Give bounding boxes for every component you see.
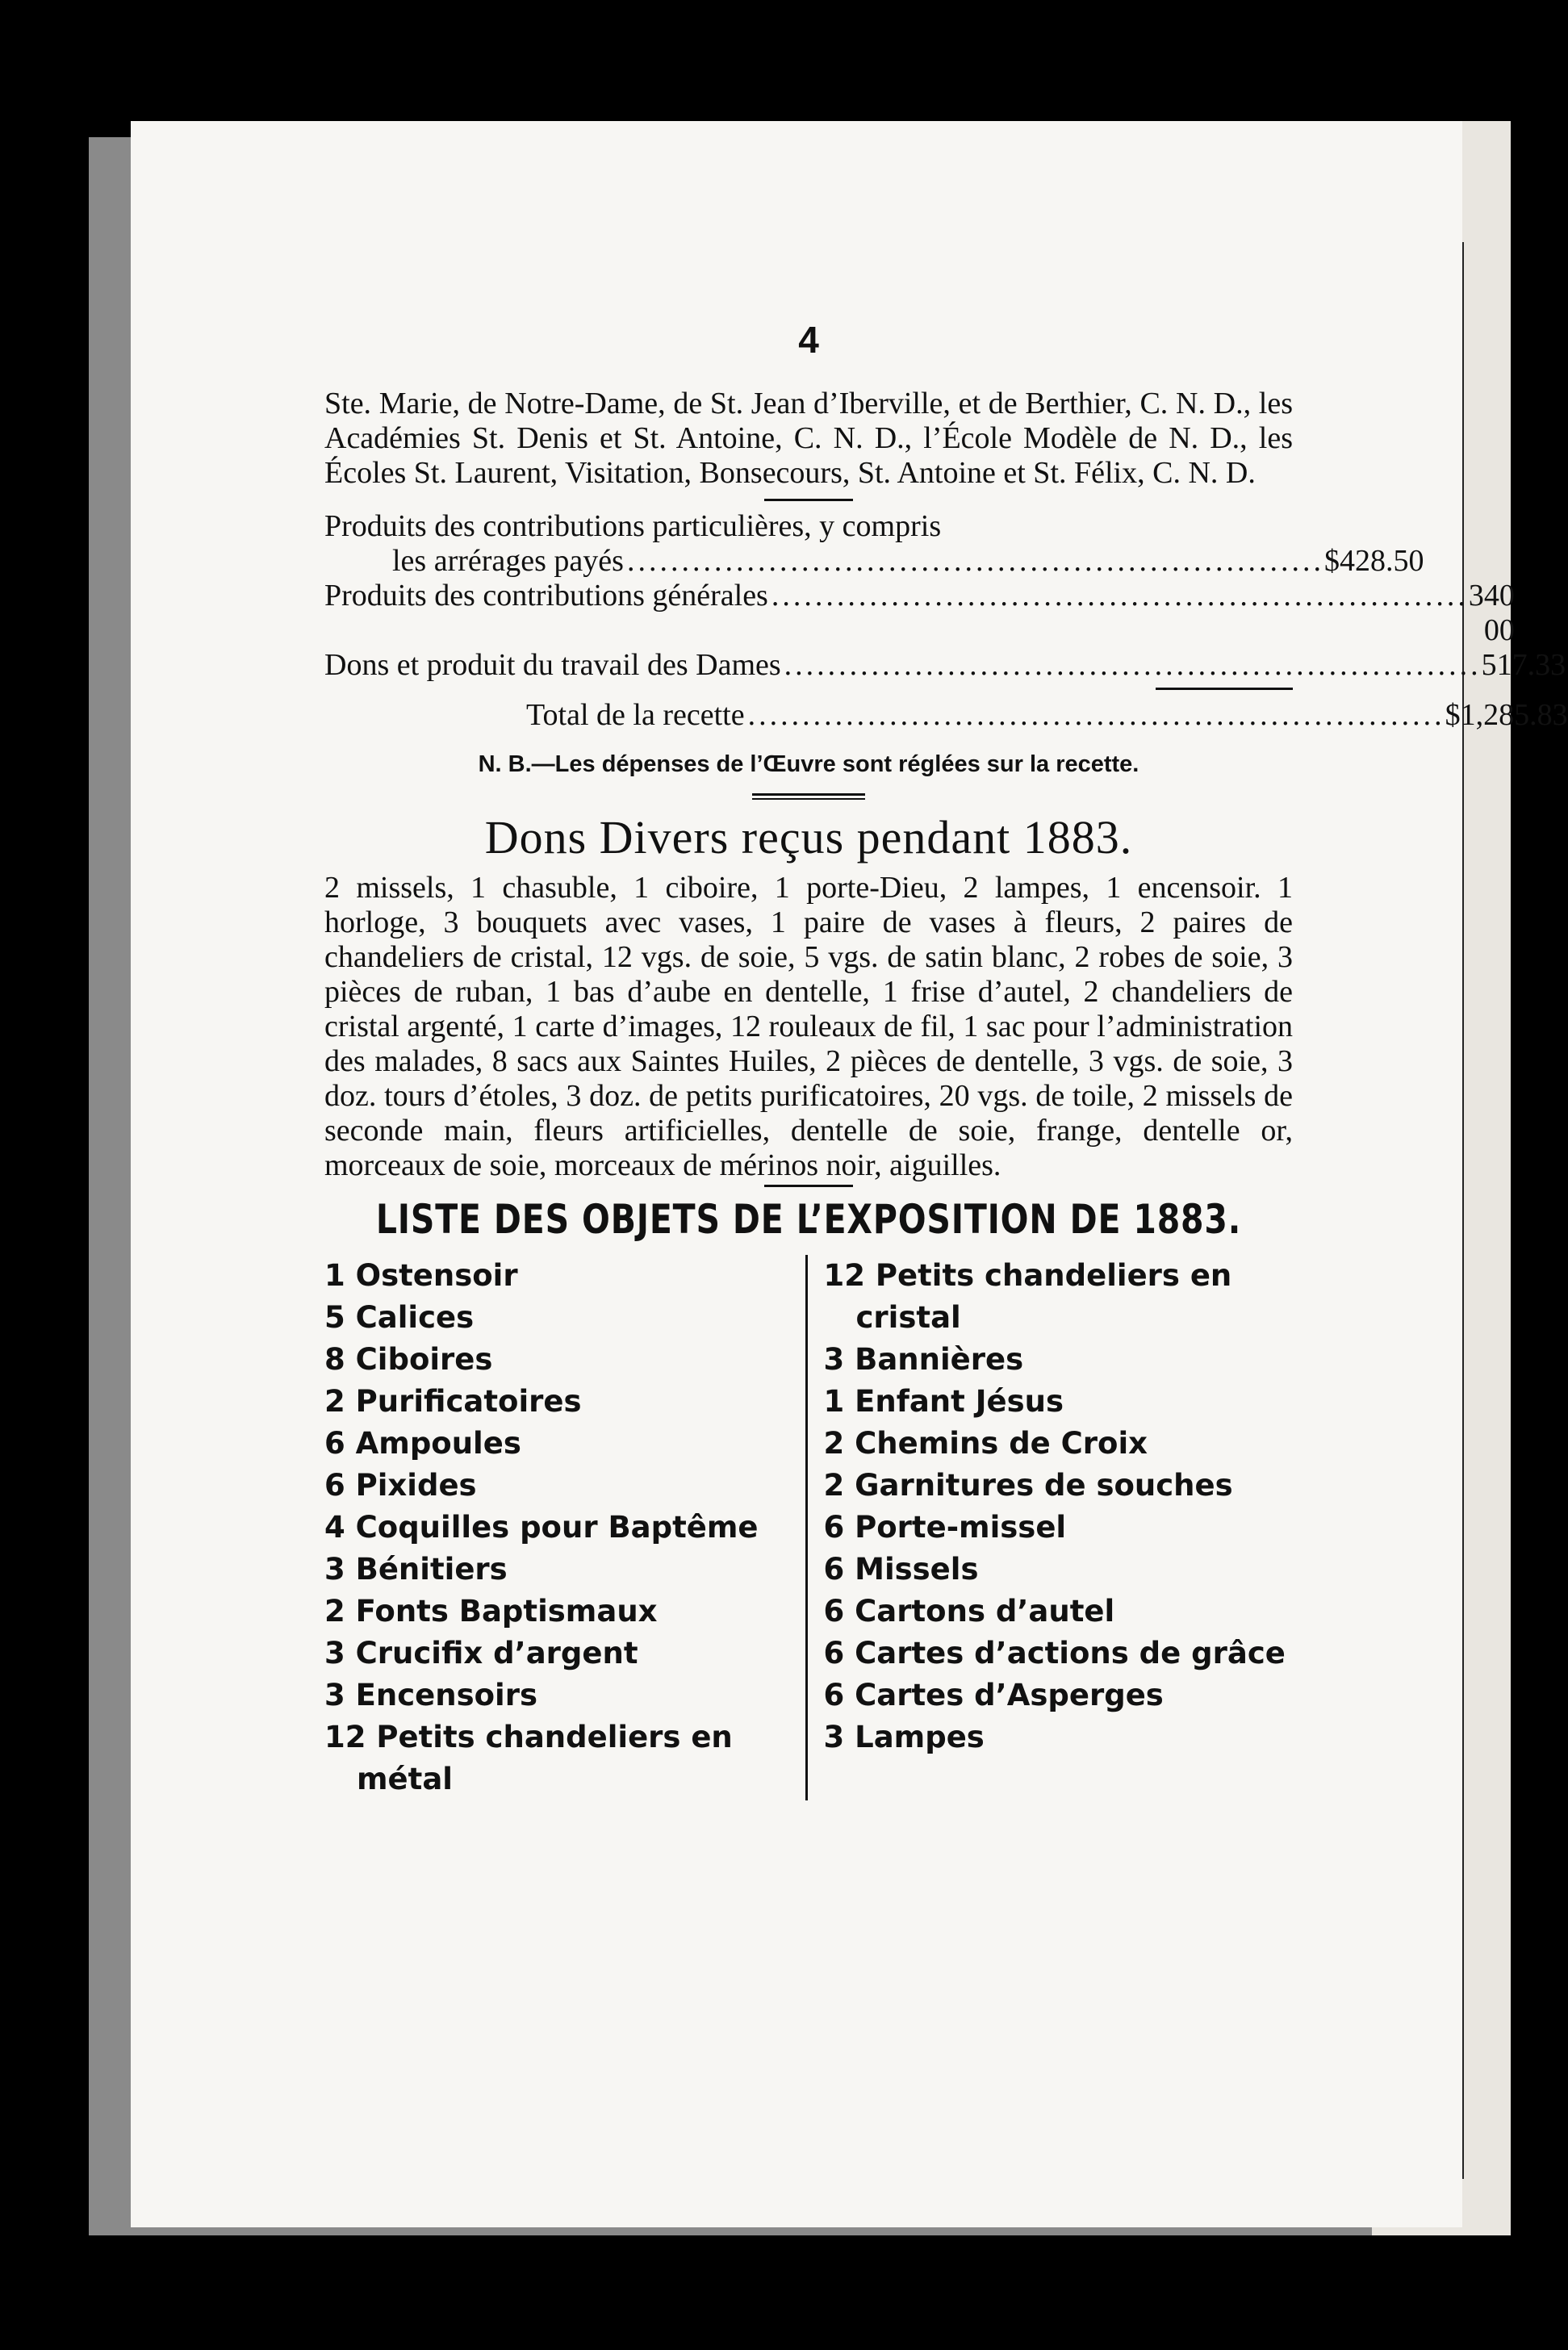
receipt-amount: 340 00	[1468, 579, 1515, 647]
note: N. B.—Les dépenses de l’Œuvre sont réglées sur la recette.	[478, 751, 1139, 777]
list-item: 6 Cartons d’autel	[823, 1594, 1115, 1629]
dons-heading: Dons Divers reçus pendant 1883.	[484, 811, 1133, 863]
list-item: 1 Ostensoir	[324, 1258, 518, 1293]
exposition-list-right	[808, 1255, 1294, 1800]
list-item: 8 Ciboires	[324, 1342, 493, 1377]
liste-heading: LISTE DES OBJETS DE L’EXPOSITION DE 1883.	[375, 1196, 1242, 1243]
list-item: 5 Calices	[324, 1300, 475, 1335]
list-item: 6 Porte-missel	[823, 1510, 1067, 1545]
receipt-row	[324, 579, 1515, 648]
list-item: 1 Enfant Jésus	[823, 1384, 1064, 1419]
list-item: 12 Petits chandeliers en métal	[324, 1720, 733, 1796]
receipt-row	[324, 544, 1424, 579]
total-amount: $1,285.83	[1445, 698, 1568, 732]
receipt-label: Produits des contributions particulières, y compris	[324, 509, 942, 543]
total-row	[324, 698, 1568, 733]
list-item: 6 Ampoules	[324, 1426, 521, 1461]
double-rule-bottom	[752, 798, 865, 800]
receipts-table	[324, 509, 1568, 733]
list-item: 3 Crucifix d’argent	[324, 1636, 638, 1671]
list-item: 2 Chemins de Croix	[823, 1426, 1148, 1461]
dons-paragraph: 2 missels, 1 chasuble, 1 ciboire, 1 porte-Dieu, 2 lampes, 1 encensoir. 1 horloge, 3 bouquets avec vases, 1 paire de vases à fleurs, 2 paires de chandeliers de cristal, 12 vgs. de soie, 5 vgs. de satin blanc, 2 robes de soie, 3 pièces de ruban, 1 bas d’aube en dentelle, 1 frise d’autel, 2 chandeliers de cristal argenté, 1 carte d’images, 12 rouleaux de fil, 1 sac pour l’administration des malades, 8 sacs aux Saintes Huiles, 2 pièces de dentelle, 3 vgs. de soie, 3 doz. tours d’étoles, 3 doz. de petits purificatoires, 20 vgs. de toile, 2 missels de seconde main, fleurs artificielles, dentelle de soie, frange, dentelle or, morceaux de soie, morceaux de mérinos noir, aiguilles.	[324, 871, 1293, 1182]
document-page	[131, 121, 1568, 2227]
leader-dots: ................................................................	[784, 648, 1482, 682]
exposition-list-left	[324, 1255, 808, 1800]
leader-dots: ................................................................	[747, 698, 1445, 732]
receipt-row	[324, 648, 1566, 683]
list-item: 4 Coquilles pour Baptême	[324, 1510, 759, 1545]
double-rule-top	[752, 793, 865, 796]
receipt-amount: 517.33	[1481, 648, 1566, 682]
exposition-list	[324, 1255, 1293, 1800]
page-content	[324, 319, 1568, 1800]
list-item: 6 Pixides	[324, 1468, 477, 1503]
receipt-label: Dons et produit du travail des Dames	[324, 648, 781, 682]
receipt-label: les arrérages payés	[392, 544, 624, 578]
list-item: 2 Fonts Baptismaux	[324, 1594, 658, 1629]
intro-paragraph: Ste. Marie, de Notre-Dame, de St. Jean d’Iberville, et de Berthier, C. N. D., les Académies St. Denis et St. Antoine, C. N. D., l’École Modèle de N. D., les Écoles St. Laurent, Visitation, Bonsecours, St. Antoine et St. Félix, C. N. D.	[324, 387, 1293, 490]
list-item: 6 Cartes d’Asperges	[823, 1678, 1164, 1712]
receipt-row	[324, 509, 1293, 544]
list-item: 6 Missels	[823, 1552, 979, 1587]
section-rule	[764, 1185, 853, 1187]
receipt-label: Produits des contributions générales	[324, 579, 768, 613]
leader-dots: ................................................................	[626, 544, 1324, 578]
leader-dots: ................................................................	[771, 579, 1469, 613]
list-item: 3 Bénitiers	[324, 1552, 508, 1587]
page-number: 4	[798, 319, 819, 361]
list-item: 12 Petits chandeliers en cristal	[823, 1258, 1232, 1335]
list-item: 2 Garnitures de souches	[823, 1468, 1233, 1503]
receipt-amount: $428.50	[1323, 544, 1424, 578]
total-label: Total de la recette	[526, 698, 745, 732]
list-item: 3 Encensoirs	[324, 1678, 538, 1712]
list-item: 6 Cartes d’actions de grâce	[823, 1636, 1286, 1671]
list-item: 3 Bannières	[823, 1342, 1024, 1377]
list-item: 3 Lampes	[823, 1720, 985, 1754]
section-rule	[764, 499, 853, 501]
sum-rule	[1156, 688, 1293, 690]
list-item: 2 Purificatoires	[324, 1384, 582, 1419]
